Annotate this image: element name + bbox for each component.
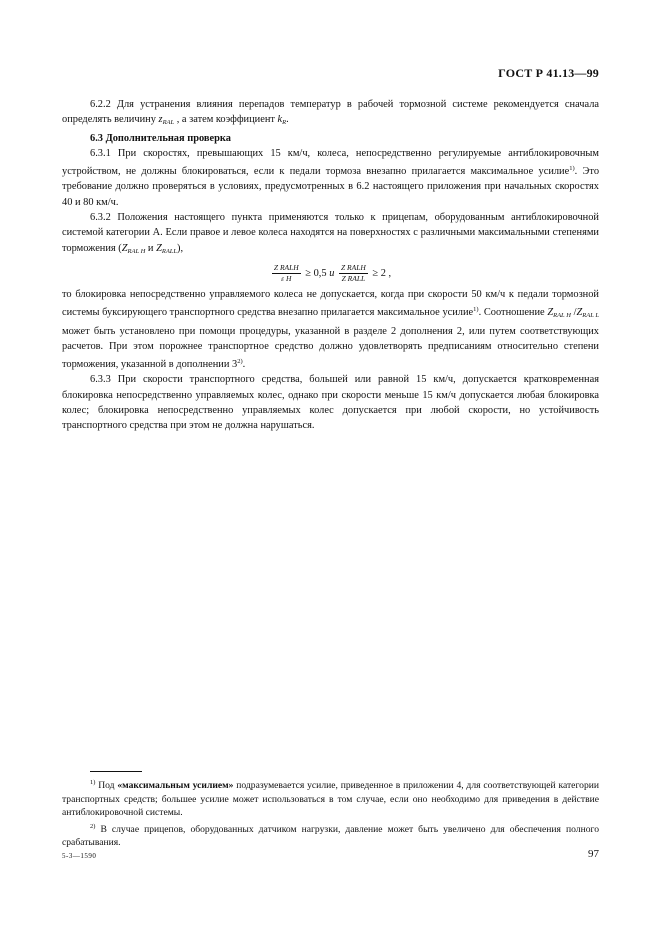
text-span: В случае прицепов, оборудованных датчиком нагрузки, давление может быть увеличено для обеспечения полного срабатывания. [62, 823, 599, 849]
paragraph-6-2-2 [62, 97, 599, 131]
symbol-k: k [277, 114, 283, 126]
footnote-1 [62, 776, 599, 820]
formula-condition [62, 263, 599, 284]
subscript: RAL [162, 119, 175, 127]
subscript: RAL H [553, 312, 571, 320]
footnote-ref: 2) [237, 358, 243, 366]
subscript: RALL [161, 247, 178, 255]
text-span: ), [177, 242, 184, 254]
footnote-2 [62, 820, 599, 850]
fraction-numerator: Z RALH [341, 262, 366, 272]
footnote-ref: 1) [473, 306, 479, 314]
paragraph-6-3-2-continued [62, 287, 599, 372]
footnotes [62, 776, 599, 850]
text-span: 6.3.2 Положения настоящего пункта применяются только к прицепам, оборудованным антиблокировочной системой категории А. Если правое и левое колеса находятся на поверхностях с различными максимальными степенями торможения ( [62, 212, 599, 254]
symbol-z: z [158, 114, 163, 126]
text-span: 6.2.2 Для устранения влияния перепадов температур в рабочей тормозной системе рекомендуется сначала определять величину [62, 99, 599, 126]
emphasized-term: «максимальным усилием» [117, 780, 234, 791]
footnote-ref: 1) [569, 165, 575, 173]
symbol-z: Z [156, 242, 162, 254]
text-span: и [145, 242, 157, 254]
paragraph-6-3-1 [62, 146, 599, 210]
section-heading-6-3: 6.3 Дополнительная проверка [90, 132, 231, 144]
symbol-z: Z [547, 307, 554, 319]
symbol-z: Z [121, 242, 128, 254]
formula-operator: ≥ 0,5 [302, 267, 330, 279]
formula-operator: ≥ 2 , [369, 267, 392, 279]
formula-conjunction: и [329, 267, 335, 279]
fraction-denominator: ε H [281, 273, 292, 283]
text-span: . Это требование должно проверяться в условиях, предусмотренных в 6.2 настоящего приложения при начальных скоростях 40 и 80 км/ч. [62, 166, 600, 208]
text-span: / [570, 307, 577, 319]
text-span: то блокировка непосредственно управляемого колеса не допускается, когда при скорости 50 км/ч к педали тормозной системы буксирующего транспортного средства внезапно прилагается максимальное усилие [62, 288, 599, 319]
symbol-z: Z [576, 307, 583, 319]
fraction-numerator: Z RALH [273, 262, 299, 272]
text-span: Под [95, 780, 118, 791]
print-code: 5-3—1590 [62, 852, 97, 860]
text-span: . Соотношение [478, 307, 548, 319]
footnote-divider [90, 771, 142, 772]
footnote-mark: 2) [90, 822, 96, 830]
subscript: R [282, 119, 287, 127]
text-span: подразумевается усилие, приведенное в приложении 4, для соответствующей категории транспортных средств; большее усилие может использоваться в том случае, если оно необходимо для приведения в действие антиблокировочной системы. [62, 780, 600, 819]
text-span: . [242, 359, 246, 371]
text-span: 6.3.1 При скоростях, превышающих 15 км/ч, колеса, непосредственно регулируемые антиблокировочным устройством, не должны блокироваться, если к педали тормоза внезапно прилагается максимальное усилие [62, 147, 599, 178]
text-span: может быть установлено при помощи процедуры, указанной в разделе 2 дополнения 2, или путем соответствующих расчетов. При этом порожнее транспортное средство должно удовлетворять предписаниям относительно степени торможения, указанной в дополнении 3 [62, 325, 599, 371]
text-span: , а затем коэффициент [174, 114, 278, 126]
subscript: RAL L [582, 312, 599, 320]
main-text [62, 97, 599, 434]
subscript: RAL H [127, 247, 146, 255]
fraction-1 [272, 263, 301, 284]
fraction-2 [339, 263, 368, 284]
paragraph-6-3-3: 6.3.3 При скорости транспортного средства, большей или равной 15 км/ч, допускается кратковременная блокировка непосредственно управляемых колес, однако при скорости меньше 15 км/ч допускается любая блокировка колес; блокировка непосредственно управляемых колес допускается при любой скорости, но устойчивость транспортного средства при этом не должна нарушаться. [62, 374, 599, 432]
footnote-mark: 1) [90, 779, 96, 786]
paragraph-6-3-2 [62, 210, 599, 259]
fraction-denominator: Z RALL [341, 273, 366, 283]
text-span: . [286, 114, 289, 126]
page-number: 97 [588, 848, 599, 860]
document-code-header: ГОСТ Р 41.13—99 [498, 66, 599, 80]
